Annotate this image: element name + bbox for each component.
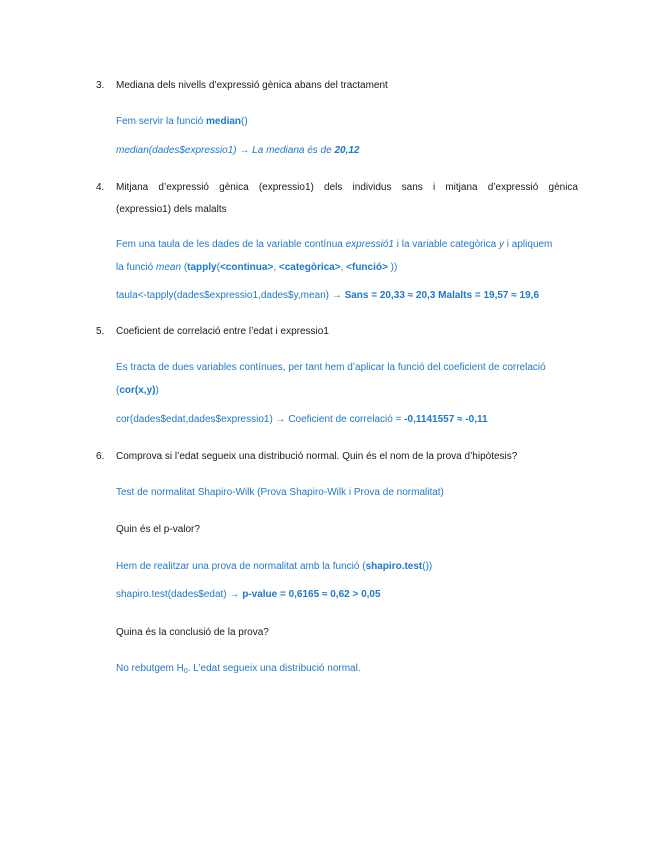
text: ( bbox=[216, 262, 220, 273]
function-name: tapply bbox=[187, 262, 217, 273]
result-value: Sans = 20,33 ≈ 20,3 Malalts = 19,57 ≈ 19,6 bbox=[344, 290, 540, 301]
item-6-question-3: Quina és la conclusió de la prova? bbox=[116, 627, 269, 638]
text: ()) bbox=[422, 561, 433, 572]
item-6-number: 6. bbox=[96, 451, 105, 462]
text: Fem una taula de les dades de la variable contínua bbox=[116, 239, 346, 250]
variable-name: expressió1 bbox=[345, 239, 394, 250]
text: No rebutgem H bbox=[116, 663, 184, 674]
item-3-question: Mediana dels nivells d’expressió gènica abans del tractament bbox=[116, 80, 388, 91]
item-6-answer-3 bbox=[116, 589, 381, 601]
code: taula<-tapply(dades$expressio1,dades$y,mean) → bbox=[116, 290, 345, 301]
text: )) bbox=[387, 262, 398, 273]
item-5-answer-3 bbox=[116, 414, 488, 426]
item-4-question-line-2: (expressio1) dels malalts bbox=[116, 204, 227, 215]
item-6-answer-1: Test de normalitat Shapiro-Wilk (Prova Shapiro-Wilk i Prova de normalitat) bbox=[116, 487, 444, 498]
item-5-question: Coeficient de correlació entre l’edat i expressio1 bbox=[116, 326, 329, 337]
code: shapiro.test(dades$edat) → bbox=[116, 589, 243, 600]
item-3-answer-2 bbox=[116, 145, 360, 157]
result-value: p-value = 0,6165 ≈ 0,62 > 0,05 bbox=[242, 589, 381, 600]
argument: <continua> bbox=[219, 262, 274, 273]
item-5-answer-2 bbox=[116, 385, 159, 397]
text: , bbox=[340, 262, 347, 273]
item-4-answer-3 bbox=[116, 290, 539, 302]
item-6-answer-4 bbox=[116, 663, 361, 675]
function-name: median bbox=[206, 116, 242, 127]
function-name: mean bbox=[156, 262, 182, 273]
code: median(dades$expressio1) → La mediana és de bbox=[116, 145, 335, 156]
variable-name: y bbox=[499, 239, 505, 250]
argument: <categòrica> bbox=[278, 262, 341, 273]
text: la funció bbox=[116, 262, 157, 273]
item-3-number: 3. bbox=[96, 80, 105, 91]
text: ( bbox=[181, 262, 188, 273]
subscript: 0 bbox=[183, 668, 188, 675]
argument: <funció> bbox=[346, 262, 388, 273]
text: Hem de realitzar una prova de normalitat amb la funció ( bbox=[116, 561, 366, 572]
item-5-number: 5. bbox=[96, 326, 105, 337]
function-name: cor(x,y) bbox=[119, 385, 156, 396]
item-6-answer-2 bbox=[116, 561, 432, 573]
text: , bbox=[273, 262, 279, 273]
code: cor(dades$edat,dades$expressio1) → Coeficient de correlació = bbox=[116, 414, 405, 425]
item-3-answer-1 bbox=[116, 116, 248, 128]
function-name: shapiro.test bbox=[365, 561, 423, 572]
text: ) bbox=[155, 385, 159, 396]
item-6-question-2: Quin és el p-valor? bbox=[116, 524, 200, 535]
item-4-question-line-1: Mitjana d’expressió gènica (expressio1) dels individus sans i mitjana d’expressió gènica bbox=[116, 182, 578, 193]
text: Fem servir la funció bbox=[116, 116, 207, 127]
item-5-answer-1: Es tracta de dues variables contínues, per tant hem d’aplicar la funció del coeficient de correlació bbox=[116, 362, 546, 373]
item-6-question: Comprova si l’edat segueix una distribució normal. Quin és el nom de la prova d’hipòtesis? bbox=[116, 451, 518, 462]
item-4-answer-1 bbox=[116, 239, 552, 251]
item-4-number: 4. bbox=[96, 182, 105, 193]
result-value: -0,1141557 ≈ -0,11 bbox=[404, 414, 488, 425]
text: . L’edat segueix una distribució normal. bbox=[187, 663, 361, 674]
result-value: 20,12 bbox=[334, 145, 360, 156]
item-4-answer-2 bbox=[116, 262, 397, 274]
text: ( bbox=[116, 385, 120, 396]
text: () bbox=[241, 116, 248, 127]
text: i apliquem bbox=[504, 239, 553, 250]
text: i la variable categòrica bbox=[393, 239, 500, 250]
